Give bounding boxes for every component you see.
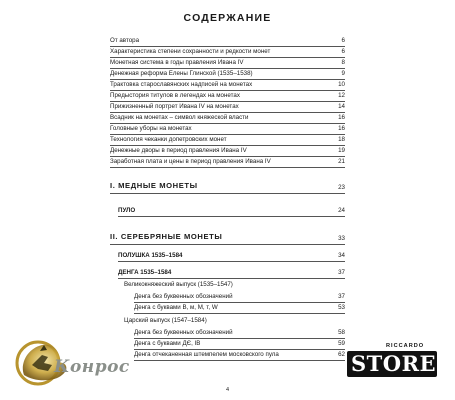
toc-entry [110, 58, 345, 69]
toc-entry-page: 16 [338, 125, 345, 132]
toc-group-heading [124, 316, 345, 327]
toc-entry-label: Денга с буквами ДЄ, ІВ [134, 340, 201, 347]
toc-entry [134, 339, 345, 350]
toc-entry-rule [110, 193, 345, 194]
subsection-heading-label: ПУЛО [118, 207, 136, 214]
subsection-heading [118, 251, 345, 262]
toc-entry-rule [110, 244, 345, 245]
toc-entry-page: 34 [338, 252, 345, 259]
toc-entry-page: 8 [341, 59, 345, 66]
toc-entry [110, 69, 345, 80]
toc-entry-label: Предыстория титулов в легендах на монетах [110, 92, 240, 99]
subsection-heading-label: ДЕНГА 1535–1584 [118, 269, 172, 276]
section-heading [110, 232, 345, 245]
toc-entry-page: 6 [341, 48, 345, 55]
section-heading-label: II. СЕРЕБРЯНЫЕ МОНЕТЫ [110, 232, 223, 241]
toc-entry-label: Прижизненный портрет Ивана IV на монетах [110, 103, 239, 110]
toc-entry [134, 350, 345, 361]
toc-entry [110, 146, 345, 157]
subsection-heading [118, 206, 345, 217]
toc-entry-rule [134, 313, 345, 314]
toc-entry-page: 58 [338, 329, 345, 336]
toc-entry [134, 292, 345, 303]
toc-entry-rule [118, 278, 345, 279]
toc-entry-page: 24 [338, 207, 345, 214]
toc-entry [110, 113, 345, 124]
toc-entry [110, 124, 345, 135]
toc-entry [110, 102, 345, 113]
subsection-heading-label: ПОЛУШКА 1535–1584 [118, 252, 183, 259]
toc-entry-label: Денга без буквенных обозначений [134, 293, 233, 300]
toc-entry-label: Монетная система в годы правления Ивана IV [110, 59, 244, 66]
toc-entry-label: От автора [110, 37, 140, 44]
toc-entry-label: Денежная реформа Елены Глинской (1535–1538) [110, 70, 253, 77]
page-title: СОДЕРЖАНИЕ [183, 12, 272, 24]
toc-entry-label: Всадник на монетах – символ княжеской власти [110, 114, 249, 121]
toc-entry-page: 33 [338, 235, 345, 242]
toc-entry-page: 37 [338, 293, 345, 300]
toc-entry-label: Денга с буквами В, м, М, т, W [134, 304, 218, 311]
toc-entry-label: Головные уборы на монетах [110, 125, 192, 132]
page-number: 4 [225, 387, 230, 393]
toc-entry-page: 16 [338, 114, 345, 121]
toc-entry-label: Денга отчеканенная штемпелем московского пула [134, 351, 279, 358]
toc-entry-label: Заработная плата и цены в период правления Ивана IV [110, 158, 271, 165]
section-heading [110, 181, 345, 194]
toc-entry [110, 80, 345, 91]
toc-group-label: Царский выпуск (1547–1584) [124, 317, 207, 324]
toc-entry [110, 36, 345, 47]
section-heading-label: I. МЕДНЫЕ МОНЕТЫ [110, 181, 198, 190]
toc-entry-rule [110, 167, 345, 168]
toc-entry-page: 12 [338, 92, 345, 99]
toc-entry-label: Характеристика степени сохранности и редкости монет [110, 48, 271, 55]
toc-entry-rule [118, 261, 345, 262]
toc-entry-page: 9 [341, 70, 345, 77]
subsection-heading [118, 268, 345, 279]
toc-entry [110, 47, 345, 58]
toc-entry-page: 6 [341, 37, 345, 44]
toc-entry-page: 53 [338, 304, 345, 311]
toc-group-heading [124, 280, 345, 291]
konros-logo-text: Конрос [54, 357, 130, 377]
toc-entry-page: 19 [338, 147, 345, 154]
store-logo-text: STORE [351, 351, 437, 376]
toc-entry-page: 14 [338, 103, 345, 110]
toc-entry-label: Технология чеканки допетровских монет [110, 136, 227, 143]
toc-entry-page: 59 [338, 340, 345, 347]
toc-group-label: Великокняжеский выпуск (1535–1547) [124, 281, 233, 288]
toc-entry-page: 37 [338, 269, 345, 276]
store-logo-top-text: RICCARDO [386, 343, 425, 349]
toc-entry [134, 328, 345, 339]
riccardo-store-logo [347, 343, 439, 389]
toc-entry [134, 303, 345, 314]
toc-entry-page: 62 [338, 351, 345, 358]
toc-entry-rule [134, 360, 345, 361]
toc-entry-label: Трактовка старославянских надписей на монетах [110, 81, 253, 88]
toc-entry-page: 10 [338, 81, 345, 88]
toc-entry-page: 21 [338, 158, 345, 165]
toc-entry [110, 135, 345, 146]
toc-entry-page: 18 [338, 136, 345, 143]
toc-entry [110, 157, 345, 168]
toc-entry-label: Денга без буквенных обозначений [134, 329, 233, 336]
toc-entry [110, 91, 345, 102]
toc-entry-rule [118, 216, 345, 217]
toc-entry-page: 23 [338, 184, 345, 191]
toc-entry-label: Денежные дворы в период правления Ивана IV [110, 147, 247, 154]
